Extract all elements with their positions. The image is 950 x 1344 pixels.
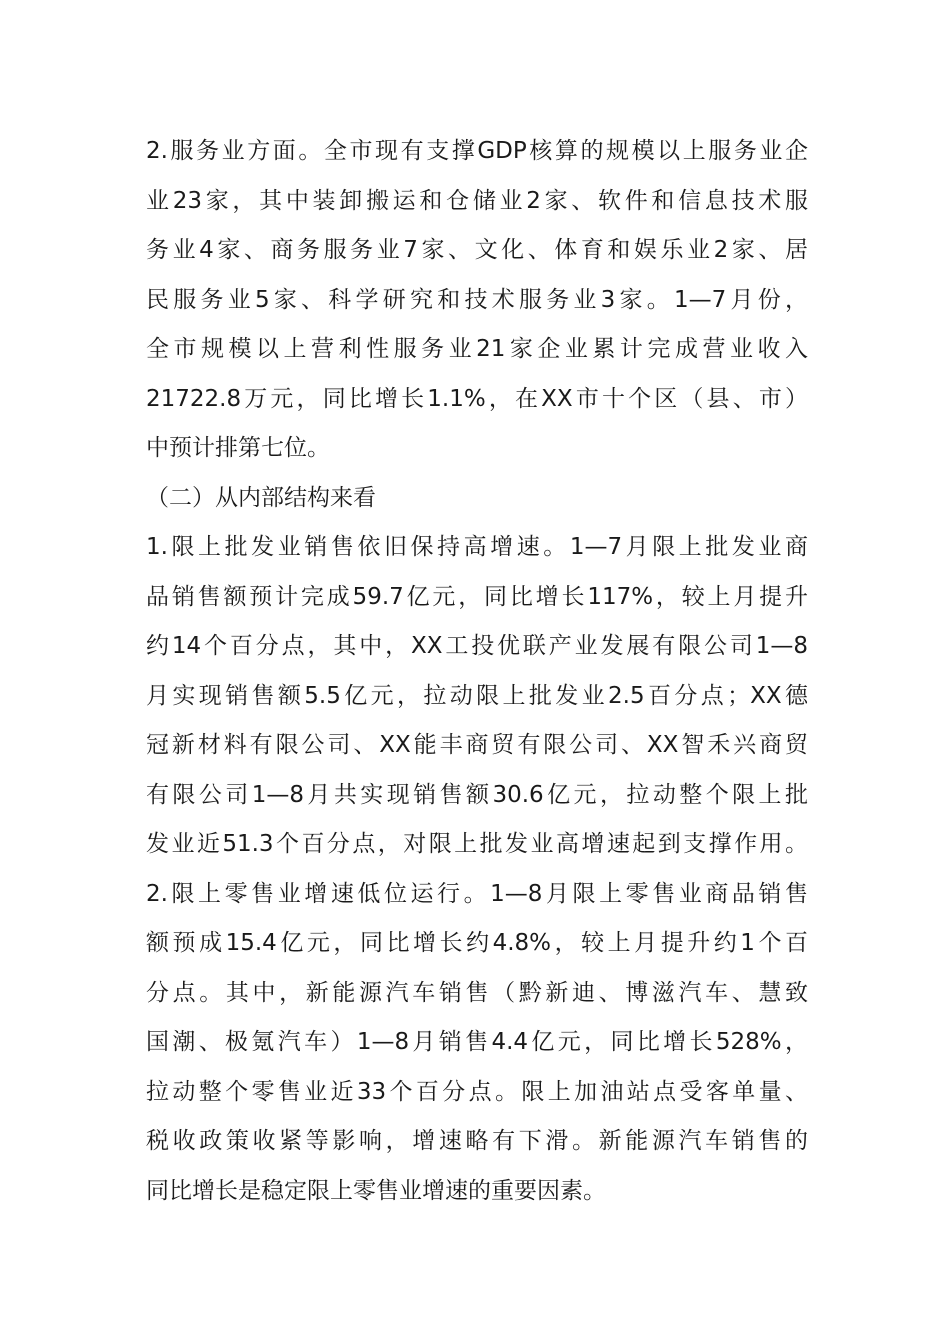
paragraph-line: 中预计排第七位。 [146, 435, 330, 461]
paragraph-line: 21722.8万元，同比增长1.1%，在XX市十个区（县、市） [146, 385, 808, 412]
paragraph-line: 分点。其中，新能源汽车销售（黔新迪、博滋汽车、慧致 [146, 979, 808, 1006]
paragraph-line: 同比增长是稳定限上零售业增速的重要因素。 [146, 1177, 606, 1204]
section-heading: （二）从内部结构来看 [146, 484, 376, 511]
paragraph-line: 月实现销售额5.5亿元，拉动限上批发业2.5百分点；XX德 [146, 682, 808, 709]
paragraph-line: 品销售额预计完成59.7亿元，同比增长117%，较上月提升 [146, 583, 808, 610]
paragraph-line: 额预成15.4亿元，同比增长约4.8%，较上月提升约1个百 [146, 930, 808, 956]
paragraph-line: 发业近51.3个百分点，对限上批发业高增速起到支撑作用。 [146, 831, 808, 857]
paragraph-line: 拉动整个零售业近33个百分点。限上加油站点受客单量、 [146, 1078, 808, 1105]
paragraph-line: 约14个百分点，其中，XX工投优联产业发展有限公司1—8 [146, 633, 808, 659]
paragraph-line: 务业4家、商务服务业7家、文化、体育和娱乐业2家、居 [146, 237, 808, 263]
paragraph-line: 1.限上批发业销售依旧保持高增速。1—7月限上批发业商 [146, 534, 808, 560]
paragraph-line: 2.限上零售业增速低位运行。1—8月限上零售业商品销售 [146, 880, 808, 907]
paragraph-line: 冠新材料有限公司、XX能丰商贸有限公司、XX智禾兴商贸 [146, 732, 808, 758]
paragraph-line: 民服务业5家、科学研究和技术服务业3家。1—7月份， [146, 286, 808, 313]
paragraph-line: 全市规模以上营利性服务业21家企业累计完成营业收入 [146, 336, 808, 362]
document-body [146, 127, 808, 1216]
paragraph-line: 业23家，其中装卸搬运和仓储业2家、软件和信息技术服 [146, 187, 808, 214]
paragraph-line: 2.服务业方面。全市现有支撑GDP核算的规模以上服务业企 [146, 138, 808, 164]
paragraph-line: 税收政策收紧等影响，增速略有下滑。新能源汽车销售的 [146, 1128, 808, 1154]
paragraph-line: 国潮、极氪汽车）1—8月销售4.4亿元，同比增长528%， [146, 1029, 808, 1055]
paragraph-line: 有限公司1—8月共实现销售额30.6亿元，拉动整个限上批 [146, 781, 808, 808]
